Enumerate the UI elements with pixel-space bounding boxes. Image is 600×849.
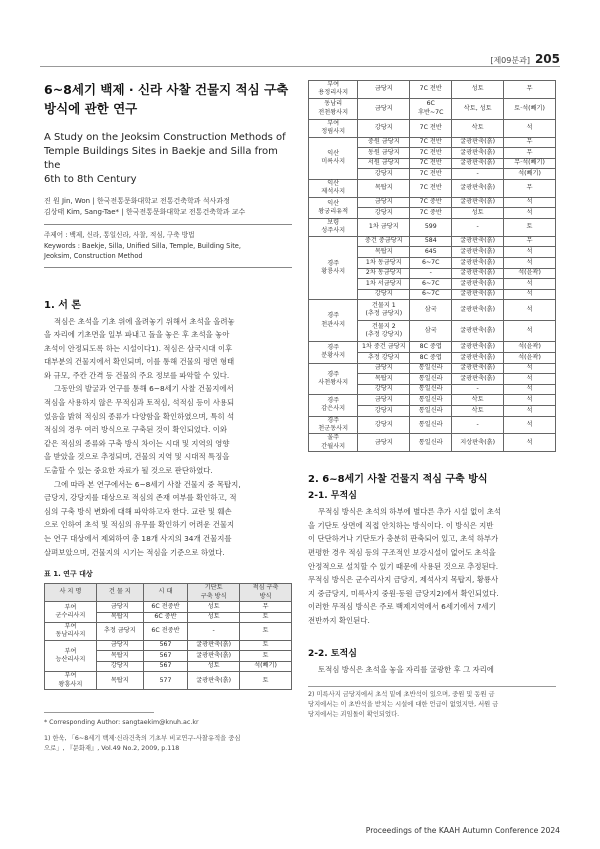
- research-target-table: [44, 583, 292, 690]
- table-cell: 무: [504, 148, 556, 159]
- table-cell: 석: [504, 289, 556, 300]
- table-cell: 금당지: [96, 640, 143, 651]
- intro-p2-line: 그동안의 발굴과 연구를 통해 6~8세기 사찰 건물지에서: [54, 384, 234, 394]
- table-row: [309, 342, 556, 353]
- intro-p1-line: 을 자리에 기초면을 일부 파내고 돌을 놓은 후 초석을 놓아: [44, 330, 230, 340]
- table-cell: 강당지: [358, 119, 410, 137]
- section-2-heading: 2. 6~8세기 사찰 건물지 적심 구축 방식: [308, 474, 488, 486]
- table-row: [309, 219, 556, 237]
- footnote-1b: 으로」, 『문화재』, Vol.49 No.2, 2009, p.118: [44, 745, 180, 753]
- table-cell: 굴광판축(흙): [452, 342, 504, 353]
- table-cell: 목탑지: [96, 612, 143, 623]
- table-row: [45, 623, 292, 641]
- table-row: [309, 137, 556, 148]
- table-cell: -: [188, 623, 240, 641]
- footnote-rule-right: [308, 686, 556, 687]
- intro-paragraph-2: [44, 382, 292, 477]
- table-cell: 6~7C: [410, 289, 452, 300]
- table-cell: 금당지: [358, 363, 410, 374]
- sec21-line: 무적심 방식은 초석의 하부에 별다른 추가 시설 없이 초석: [318, 507, 502, 517]
- table-cell: 삼국: [410, 300, 452, 321]
- table-cell: 584: [410, 236, 452, 247]
- table-cell: -: [452, 384, 504, 395]
- section-2-2-heading: 2-2. 토적심: [308, 648, 357, 659]
- table-cell: 굴광판축(흙): [452, 197, 504, 208]
- footnote-1a: 1) 한욱, 「6~8세기 백제·신라건축의 기초부 비교연구-사찰유적을 중심: [44, 735, 241, 743]
- table-row: [309, 197, 556, 208]
- table-cell: 목탑지: [358, 374, 410, 385]
- table-cell: 석: [504, 363, 556, 374]
- intro-p2-line: 도출할 수 있는 중요한 자료가 될 것으로 판단하였다.: [44, 466, 213, 476]
- table-cell: 석: [504, 384, 556, 395]
- intro-p1-line: 적심은 초석을 기초 위에 올려놓기 위해서 초석을 올려놓: [54, 316, 235, 326]
- table-row: [45, 640, 292, 651]
- section-label: [제09분과]: [490, 56, 530, 65]
- table-cell: 석: [504, 119, 556, 137]
- col-building: 건 물 지: [96, 584, 143, 602]
- footnote-2b: 당지에서는 이 초반석을 받치는 시설에 대한 언급이 없었지만, 서원 금: [308, 701, 499, 709]
- intro-p2-line: 같은 적심의 종류와 구축 방식 차이는 시대 및 지역의 영향: [44, 438, 230, 448]
- table-cell: 7C 전반: [410, 119, 452, 137]
- table-cell: 석: [504, 258, 556, 269]
- table-row: [309, 416, 556, 434]
- table-cell: 금당지: [96, 602, 143, 613]
- table-cell: 금당지: [358, 98, 410, 119]
- table-cell: 성토: [452, 81, 504, 99]
- footnote-author: * Corresponding Author: sangtaekim@knuh.ac.kr: [44, 719, 199, 727]
- intro-p3-line: 심의 구축 방식 변화에 대해 파악하고자 한다. 교란 및 훼손: [44, 506, 232, 516]
- table-row: [309, 180, 556, 198]
- table-cell: 1차 서금당지: [358, 279, 410, 290]
- table-cell: 건물지 1 (추정 금당지): [358, 300, 410, 321]
- site-name-cell: 경주 천관사지: [309, 300, 358, 342]
- table-cell: 599: [410, 219, 452, 237]
- research-target-table-continued: [308, 80, 556, 452]
- table-cell: 굴광판축(흙): [452, 279, 504, 290]
- keywords-bottom-rule: [44, 267, 292, 268]
- table-cell: 567: [143, 640, 187, 651]
- intro-p2-line: 적심을 사용하지 않은 무적심과 토적심, 석적심 등이 사용되: [44, 398, 235, 408]
- table-cell: 7C 중반: [410, 208, 452, 219]
- table-cell: 7C 전반: [410, 180, 452, 198]
- intro-p2-line: 을 받았을 것으로 추정되며, 건물의 지역 및 시대적 특징을: [44, 452, 230, 462]
- table-cell: 7C 전반: [410, 81, 452, 99]
- keywords-block: [44, 230, 292, 262]
- site-name-cell: 익산 제석사지: [309, 180, 358, 198]
- table-cell: 7C 전반: [410, 158, 452, 169]
- table-cell: 통일신라: [410, 416, 452, 434]
- table-cell: 추정 금당지: [96, 623, 143, 641]
- sec21-line: 편평한 경우 적심 등의 구조적인 보강시설이 없어도 초석을: [308, 547, 496, 557]
- table-cell: 지상판축(흙): [452, 434, 504, 452]
- footnote-2a: 2) 미륵사지 금당지에서 초석 밑에 초반석이 있으며, 중원 및 동원 금: [308, 691, 495, 699]
- left-column: [44, 80, 292, 754]
- table-cell: 석(빼기): [504, 169, 556, 180]
- site-name-cell: 부여 용정리사지: [309, 81, 358, 99]
- table-cell: 무: [504, 81, 556, 99]
- table-cell: 굴광판축(흙): [188, 640, 240, 651]
- table-row: [309, 81, 556, 99]
- table-cell: 석: [504, 321, 556, 342]
- table-cell: 강당지: [358, 208, 410, 219]
- site-name-cell: 울주 간월사지: [309, 434, 358, 452]
- table-cell: 토: [504, 219, 556, 237]
- col-jeoksim: 적심 구축 방식: [240, 584, 292, 602]
- table-cell: 굴광판축(흙): [452, 180, 504, 198]
- table-cell: 추정 강당지: [358, 352, 410, 363]
- site-name-cell: 경주 천군동사지: [309, 416, 358, 434]
- table-cell: 석(윤곽): [504, 352, 556, 363]
- table-cell: 8C 중엽: [410, 342, 452, 353]
- intro-p3-line: 그에 따라 본 연구에서는 6~8세기 사찰 건물지 중 목탑지,: [54, 479, 241, 489]
- header-rule: [40, 66, 560, 67]
- table-row: [309, 395, 556, 406]
- table-cell: -: [452, 169, 504, 180]
- table-cell: 굴광판축(흙): [452, 300, 504, 321]
- table-cell: 강당지: [96, 661, 143, 672]
- table-1-caption: 표 1. 연구 대상: [44, 570, 93, 579]
- page-number: 205: [534, 52, 560, 66]
- table-cell: 중원 금당지: [358, 137, 410, 148]
- sec21-line: 이 단단하거나 기단토가 충분히 판축되어 있고, 초석 하부가: [308, 534, 499, 544]
- table-cell: -: [452, 219, 504, 237]
- table-row: [309, 363, 556, 374]
- table-cell: 1차 동금당지: [358, 258, 410, 269]
- table-cell: 굴광판축(흙): [452, 258, 504, 269]
- table-cell: 무: [504, 236, 556, 247]
- table-row: [309, 119, 556, 137]
- table-cell: 굴광판축(흙): [452, 352, 504, 363]
- site-name-cell: 부여 동남리사지: [45, 623, 97, 641]
- table-cell: 석(빼기): [240, 661, 292, 672]
- table-cell: 6~7C: [410, 258, 452, 269]
- site-name-cell: 익산 미륵사지: [309, 137, 358, 179]
- table-cell: 굴광판축(흙): [452, 236, 504, 247]
- table-cell: 1차 중건 금당지: [358, 342, 410, 353]
- sec22-line: 토적심 방식은 초석을 놓을 자리를 굴광한 후 그 자리에: [318, 664, 494, 674]
- table-cell: 삭토: [452, 395, 504, 406]
- table-cell: 567: [143, 651, 187, 662]
- table-cell: 석: [504, 247, 556, 258]
- table-cell: 토: [240, 651, 292, 662]
- table-cell: 6C 후반~7C: [410, 98, 452, 119]
- table-cell: 성토: [188, 612, 240, 623]
- table-cell: 석: [504, 434, 556, 452]
- table-cell: 굴광판축(흙): [188, 672, 240, 690]
- table-cell: 통일신라: [410, 395, 452, 406]
- table-cell: 금당지: [358, 434, 410, 452]
- table-cell: 6~7C: [410, 279, 452, 290]
- table-cell: 석: [504, 395, 556, 406]
- table-cell: 무: [240, 602, 292, 613]
- table-cell: 석(윤곽): [504, 268, 556, 279]
- sec21-line: 이러한 무적심 방식은 주로 백제지역에서 6세기에서 7세기: [308, 602, 496, 612]
- table-cell: 굴광판축(흙): [188, 651, 240, 662]
- author-1: 진 원 Jin, Won | 한국전통문화대학교 전통건축학과 석사과정: [44, 197, 230, 205]
- keywords-english-2: Jeoksim, Construction Method: [44, 252, 143, 260]
- title-korean: 6~8세기 백제 · 신라 사찰 건물지 적심 구축 방식에 관한 연구: [44, 82, 289, 116]
- table-cell: 성토: [188, 661, 240, 672]
- table-cell: 토: [240, 640, 292, 651]
- table-cell: 석: [504, 279, 556, 290]
- intro-p1-line: 와 규모, 주칸 간격 등 건물의 주요 정보를 파악할 수 있다.: [44, 370, 230, 380]
- table-cell: 무: [504, 180, 556, 198]
- intro-p2-line: 었음을 밝혀 적심의 종류가 다양함을 확인하였으며, 특히 석: [44, 411, 235, 421]
- section-2-1-paragraph: [308, 505, 556, 627]
- table-row: [45, 672, 292, 690]
- col-period: 시 대: [143, 584, 187, 602]
- table-cell: 1차 금당지: [358, 219, 410, 237]
- title-english: A Study on the Jeoksim Construction Methods of Temple Buildings Sites in Baekje and Silla from the 6th to 8th Century: [44, 132, 286, 185]
- table-cell: 577: [143, 672, 187, 690]
- table-row: [309, 434, 556, 452]
- table-cell: 석(윤곽): [504, 342, 556, 353]
- table-cell: 금당지: [358, 197, 410, 208]
- table-cell: 통일신라: [410, 384, 452, 395]
- table-cell: 강당지: [358, 384, 410, 395]
- table-header-row: [45, 584, 292, 602]
- table-cell: 목탑지: [96, 672, 143, 690]
- intro-p3-line: 살펴보았으며, 건물지의 시기는 적심을 기준으로 하였다.: [44, 547, 225, 557]
- keywords-top-rule: [44, 224, 292, 225]
- table-cell: 7C 전반: [410, 148, 452, 159]
- section-2-2-paragraph: [308, 663, 556, 677]
- table-cell: 삼국: [410, 321, 452, 342]
- intro-paragraph-3: [44, 478, 292, 560]
- right-column: [308, 80, 556, 720]
- table-cell: 서원 금당지: [358, 158, 410, 169]
- table-cell: 중건 중금당지: [358, 236, 410, 247]
- footnote-rule: [44, 712, 154, 713]
- site-name-cell: 부여 능산리사지: [45, 640, 97, 672]
- site-name-cell: 익산 왕궁리유적: [309, 197, 358, 218]
- page-header: [490, 52, 560, 66]
- sec21-line: 지 중금당지, 미륵사지 중원·동원 금당지2)에서 확인되었다.: [308, 588, 499, 598]
- table-cell: 굴광판축(흙): [452, 158, 504, 169]
- table-cell: 석: [504, 300, 556, 321]
- table-cell: 강당지: [358, 405, 410, 416]
- table-cell: 동원 금당지: [358, 148, 410, 159]
- site-name-cell: 부여 왕흥사지: [45, 672, 97, 690]
- sec21-line: 안정적으로 설치할 수 있기 때문에 사용된 것으로 추정된다.: [308, 561, 499, 571]
- site-name-cell: 경주 분황사지: [309, 342, 358, 363]
- table-cell: 8C 중엽: [410, 352, 452, 363]
- table-cell: 굴광판축(흙): [452, 137, 504, 148]
- table-cell: 석: [504, 405, 556, 416]
- table-cell: 토·석(빼기): [504, 98, 556, 119]
- table-cell: 통일신라: [410, 374, 452, 385]
- page-footer: Proceedings of the KAAH Autumn Conference 2024: [365, 826, 560, 835]
- table-cell: 목탑지: [96, 651, 143, 662]
- table-cell: 토: [240, 623, 292, 641]
- table-cell: 6C 전중반: [143, 623, 187, 641]
- table-cell: 성토: [452, 208, 504, 219]
- table-cell: 6C 중반: [143, 612, 187, 623]
- intro-p3-line: 금당지, 강당지를 대상으로 적심의 존재 여부를 확인하고, 적: [44, 493, 237, 503]
- intro-p3-line: 으로 인하여 초석 및 적심의 유무를 확인하기 어려운 건물지: [44, 520, 235, 530]
- table-row: [45, 602, 292, 613]
- site-name-cell: 부여 군수리사지: [45, 602, 97, 623]
- table-cell: 삭토: [452, 405, 504, 416]
- site-name-cell: 경주 감은사지: [309, 395, 358, 416]
- site-name-cell: 경주 황룡사지: [309, 236, 358, 300]
- table-cell: 굴광판축(흙): [452, 374, 504, 385]
- intro-p3-line: 는 연구 대상에서 제외하여 총 18개 사지의 34개 건물지를: [44, 534, 232, 543]
- table-cell: 삭토: [452, 119, 504, 137]
- site-name-cell: 부여 정림사지: [309, 119, 358, 137]
- table-cell: 무: [504, 137, 556, 148]
- table-cell: 굴광판축(흙): [452, 268, 504, 279]
- table-cell: 석: [504, 208, 556, 219]
- table-cell: 석: [504, 374, 556, 385]
- col-site: 사 지 명: [45, 584, 97, 602]
- table-cell: 금당지: [358, 395, 410, 406]
- intro-p1-line: 초석이 안정되도록 하는 시설이다1). 적심은 삼국시대 이후: [44, 343, 233, 353]
- table-cell: 7C 전반: [410, 169, 452, 180]
- table-cell: 굴광판축(흙): [452, 363, 504, 374]
- table-cell: 7C 전반: [410, 137, 452, 148]
- author-list: [44, 196, 292, 218]
- table-cell: -: [410, 268, 452, 279]
- sec21-line: 무적심 방식은 군수리사지 금당지, 제석사지 목탑지, 황룡사: [308, 575, 499, 585]
- col-foundation: 기단토 구축 방식: [188, 584, 240, 602]
- keywords-english-1: Keywords : Baekje, Silla, Unified Silla, Temple, Building Site,: [44, 241, 241, 250]
- table-row: [309, 300, 556, 321]
- site-name-cell: 보령 성주사지: [309, 219, 358, 237]
- footnote-2c: 당지에서는 괴임돌이 확인되었다.: [308, 711, 400, 719]
- table-cell: 7C 중반: [410, 197, 452, 208]
- intro-p1-line: 대부분의 건물지에서 확인되며, 이를 통해 건물의 평면 형태: [44, 357, 235, 367]
- table-row: [309, 98, 556, 119]
- sec21-line: 을 기단토 상면에 직접 안치하는 방식이다. 이 방식은 지반: [308, 520, 494, 530]
- table-cell: 굴광판축(흙): [452, 289, 504, 300]
- table-cell: 석: [504, 197, 556, 208]
- author-2: 김상태 Kim, Sang-Tae* | 한국전통문화대학교 전통건축학과 교수: [44, 208, 246, 216]
- intro-heading: 1. 서 론: [44, 299, 82, 311]
- table-cell: 강당지: [358, 169, 410, 180]
- intro-paragraph-1: [44, 315, 292, 383]
- table-cell: 굴광판축(흙): [452, 247, 504, 258]
- table-cell: -: [452, 416, 504, 434]
- table-cell: 굴광판축(흙): [452, 321, 504, 342]
- table-cell: 토: [240, 612, 292, 623]
- section-2-1-heading: 2-1. 무적심: [308, 491, 357, 502]
- table-cell: 567: [143, 661, 187, 672]
- keywords-korean: 주제어 : 백제, 신라, 통일신라, 사찰, 적심, 구축 방법: [44, 231, 195, 239]
- table-cell: 토: [240, 672, 292, 690]
- table-cell: 굴광판축(흙): [452, 148, 504, 159]
- table-cell: 목탑지: [358, 180, 410, 198]
- table-cell: 무·석(빼기): [504, 158, 556, 169]
- table-cell: 삭토, 성토: [452, 98, 504, 119]
- intro-p2-line: 적심의 경우 여러 방식으로 구축된 것이 확인되었다. 이와: [44, 425, 228, 435]
- table-cell: 6C 전중반: [143, 602, 187, 613]
- table-cell: 성토: [188, 602, 240, 613]
- table-cell: 통일신라: [410, 405, 452, 416]
- table-row: [309, 236, 556, 247]
- table-cell: 통일신라: [410, 434, 452, 452]
- site-name-cell: 경주 사천왕사지: [309, 363, 358, 395]
- table-cell: 강당지: [358, 416, 410, 434]
- site-name-cell: 동남리 전천왕사지: [309, 98, 358, 119]
- table-cell: 645: [410, 247, 452, 258]
- table-cell: 석: [504, 416, 556, 434]
- table-cell: 강당지: [358, 289, 410, 300]
- sec21-line: 전반까지 확인된다.: [308, 615, 370, 625]
- table-cell: 금당지: [358, 81, 410, 99]
- table-cell: 건물지 2 (추정 강당지): [358, 321, 410, 342]
- table-cell: 2차 동금당지: [358, 268, 410, 279]
- table-cell: 목탑지: [358, 247, 410, 258]
- table-cell: 통일신라: [410, 363, 452, 374]
